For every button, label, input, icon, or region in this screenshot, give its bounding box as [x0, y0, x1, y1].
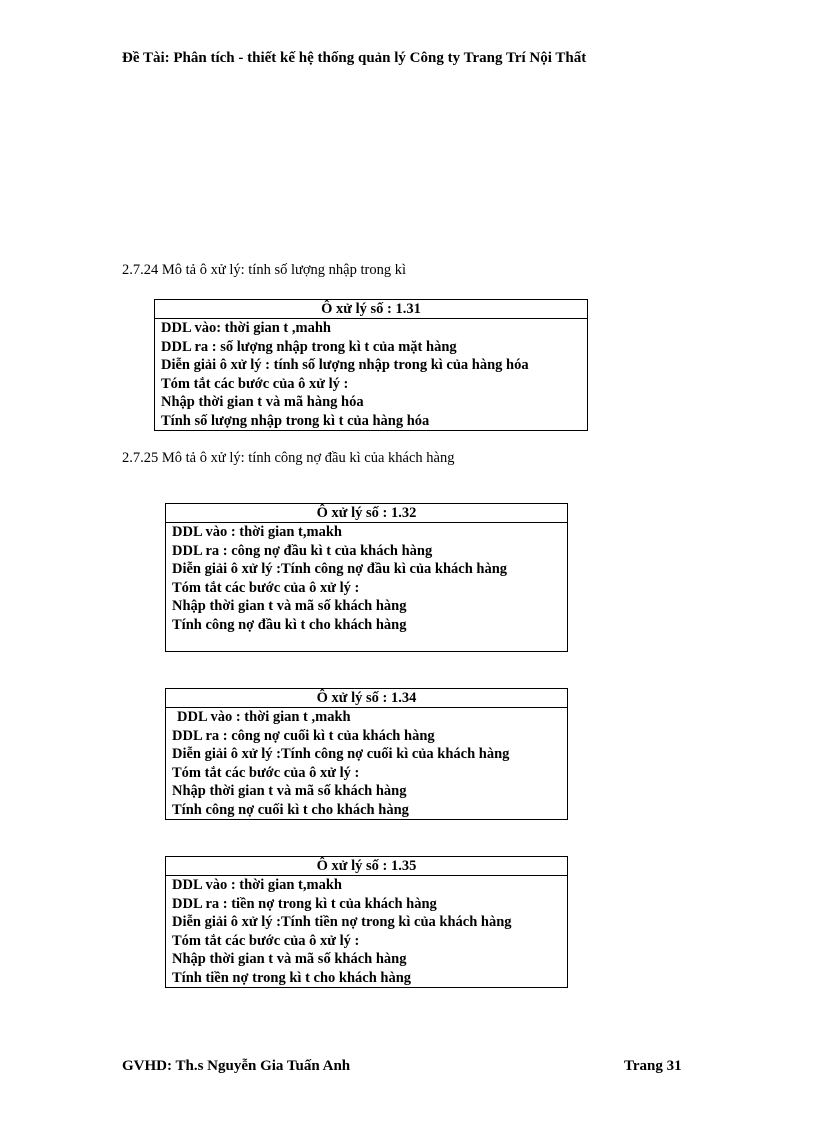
process-description-line: Diễn giải ô xử lý : tính số lượng nhập trong kì của hàng hóa	[161, 357, 529, 373]
process-step-line: Tính công nợ cuối kì t cho khách hàng	[172, 801, 409, 818]
process-box-1-31	[154, 299, 588, 431]
process-steps-heading: Tóm tắt các bước của ô xử lý :	[161, 375, 349, 392]
process-output-line: DDL ra : công nợ đầu kì t của khách hàng	[172, 542, 433, 559]
process-description-line: Diễn giải ô xử lý :Tính công nợ đầu kì của khách hàng	[172, 561, 508, 577]
process-box-title: Ô xử lý số : 1.35	[166, 857, 567, 876]
process-step-line: Tính công nợ đầu kì t cho khách hàng	[172, 616, 407, 633]
process-box-1-34	[165, 688, 568, 820]
process-step-line: Nhập thời gian t và mã số khách hàng	[172, 951, 407, 967]
process-box-title: Ô xử lý số : 1.32	[166, 504, 567, 523]
process-output-line: DDL ra : tiền nợ trong kì t của khách hàng	[172, 895, 437, 912]
process-step-line: Tính tiền nợ trong kì t cho khách hàng	[172, 969, 412, 986]
process-input-line: DDL vào : thời gian t ,makh	[177, 709, 351, 725]
process-steps-heading: Tóm tắt các bước của ô xử lý :	[172, 579, 360, 596]
process-output-line: DDL ra : số lượng nhập trong kì t của mặt hàng	[161, 338, 457, 355]
process-steps-heading: Tóm tắt các bước của ô xử lý :	[172, 764, 360, 781]
process-description-line: Diễn giải ô xử lý :Tính công nợ cuối kì của khách hàng	[172, 746, 510, 762]
process-input-line: DDL vào : thời gian t,makh	[172, 524, 342, 540]
process-step-line: Nhập thời gian t và mã hàng hóa	[161, 394, 364, 410]
process-steps-heading: Tóm tắt các bước của ô xử lý :	[172, 932, 360, 949]
footer-advisor: GVHD: Th.s Nguyễn Gia Tuấn Anh	[122, 1058, 351, 1074]
section-heading-2-7-25: 2.7.25 Mô tả ô xử lý: tính công nợ đầu kì của khách hàng	[122, 450, 455, 466]
process-step-line: Nhập thời gian t và mã số khách hàng	[172, 598, 407, 614]
process-step-line: Nhập thời gian t và mã số khách hàng	[172, 783, 407, 799]
process-box-1-32	[165, 503, 568, 652]
section-heading-2-7-24: 2.7.24 Mô tả ô xử lý: tính số lượng nhập trong kì	[122, 262, 406, 278]
process-step-line: Tính số lượng nhập trong kì t của hàng hóa	[161, 412, 430, 429]
process-box-title: Ô xử lý số : 1.34	[166, 689, 567, 708]
process-box-title: Ô xử lý số : 1.31	[155, 300, 587, 319]
process-box-1-35	[165, 856, 568, 988]
process-input-line: DDL vào : thời gian t,makh	[172, 877, 342, 893]
page-header-title: Đề Tài: Phân tích - thiết kế hệ thống quản lý Công ty Trang Trí Nội Thất	[122, 50, 587, 66]
process-output-line: DDL ra : công nợ cuối kì t của khách hàng	[172, 727, 435, 744]
process-input-line: DDL vào: thời gian t ,mahh	[161, 320, 331, 336]
process-description-line: Diễn giải ô xử lý :Tính tiền nợ trong kì của khách hàng	[172, 914, 512, 930]
footer-page-number: Trang 31	[624, 1058, 682, 1074]
